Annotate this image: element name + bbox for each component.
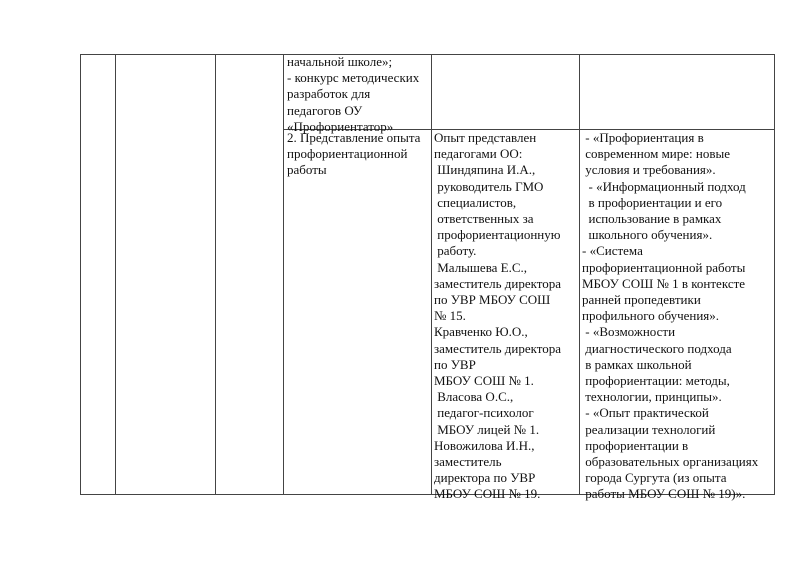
- row2-presenters-cell: [434, 130, 561, 503]
- text-line: № 15.: [434, 308, 466, 324]
- text-line: профориентационной: [287, 146, 408, 162]
- table-top-border: [80, 54, 774, 55]
- text-line: образовательных организациях: [582, 454, 759, 470]
- text-line: педагогов ОУ: [287, 102, 363, 118]
- column-border: [115, 54, 116, 495]
- text-line: педагогами ОО:: [434, 146, 523, 162]
- text-line: работы МБОУ СОШ № 19)».: [582, 486, 746, 502]
- text-line: школьного обучения».: [582, 227, 713, 243]
- text-line: директора по УВР: [434, 470, 536, 486]
- column-border: [215, 54, 216, 495]
- text-line: профильного обучения».: [582, 308, 720, 324]
- text-line: города Сургута (из опыта: [582, 470, 727, 486]
- text-line: Власова О.С.,: [434, 389, 514, 405]
- text-line: профориентационной работы: [582, 259, 746, 275]
- text-line: Опыт представлен: [434, 130, 537, 145]
- text-line: Кравченко Ю.О.,: [434, 324, 528, 340]
- text-line: заместитель: [434, 454, 502, 470]
- text-line: - «Система: [582, 243, 643, 259]
- text-line: - «Возможности: [582, 324, 676, 340]
- text-line: МБОУ СОШ № 19.: [434, 486, 541, 502]
- text-line: - «Профориентация в: [582, 130, 704, 145]
- text-line: профориентационную: [434, 227, 561, 243]
- text-line: МБОУ СОШ № 1.: [434, 373, 534, 389]
- text-line: - конкурс методических: [287, 70, 420, 86]
- column-border: [431, 54, 432, 495]
- text-line: Новожилова И.Н.,: [434, 437, 535, 453]
- text-line: начальной школе»;: [287, 54, 393, 69]
- text-line: по УВР: [434, 356, 476, 372]
- text-line: заместитель директора: [434, 275, 562, 291]
- text-line: ранней пропедевтики: [582, 292, 701, 308]
- column-border: [283, 54, 284, 495]
- text-line: профориентации в: [582, 437, 689, 453]
- row2-activity-cell: [287, 130, 420, 179]
- row1-activity-cell: [287, 54, 419, 135]
- text-line: технологии, принципы».: [582, 389, 722, 405]
- text-line: заместитель директора: [434, 340, 562, 356]
- column-border: [579, 54, 580, 495]
- text-line: в профориентации и его: [582, 194, 723, 210]
- text-line: МБОУ СОШ № 1 в контексте: [582, 275, 746, 291]
- row2-topics-cell: [582, 130, 758, 503]
- text-line: диагностического подхода: [582, 340, 732, 356]
- text-line: современном мире: новые: [582, 146, 730, 162]
- text-line: «Профориентатор»: [287, 118, 394, 134]
- text-line: - «Опыт практической: [582, 405, 709, 421]
- text-line: разработок для: [287, 86, 371, 102]
- text-line: в рамках школьной: [582, 356, 692, 372]
- text-line: по УВР МБОУ СОШ: [434, 292, 551, 308]
- text-line: использование в рамках: [582, 211, 722, 227]
- text-line: специалистов,: [434, 194, 517, 210]
- column-border: [80, 54, 81, 495]
- text-line: условия и требования».: [582, 162, 716, 178]
- text-line: - «Информационный подход: [582, 178, 746, 194]
- text-line: работы: [287, 162, 327, 178]
- text-line: профориентации: методы,: [582, 373, 730, 389]
- text-line: руководитель ГМО: [434, 178, 544, 194]
- column-border: [774, 54, 775, 495]
- text-line: реализации технологий: [582, 421, 716, 437]
- text-line: Малышева Е.С.,: [434, 259, 528, 275]
- text-line: МБОУ лицей № 1.: [434, 421, 540, 437]
- text-line: 2. Представление опыта: [287, 130, 421, 145]
- text-line: педагог-психолог: [434, 405, 534, 421]
- text-line: ответственных за: [434, 211, 534, 227]
- text-line: Шиндяпина И.А.,: [434, 162, 536, 178]
- text-line: работу.: [434, 243, 477, 259]
